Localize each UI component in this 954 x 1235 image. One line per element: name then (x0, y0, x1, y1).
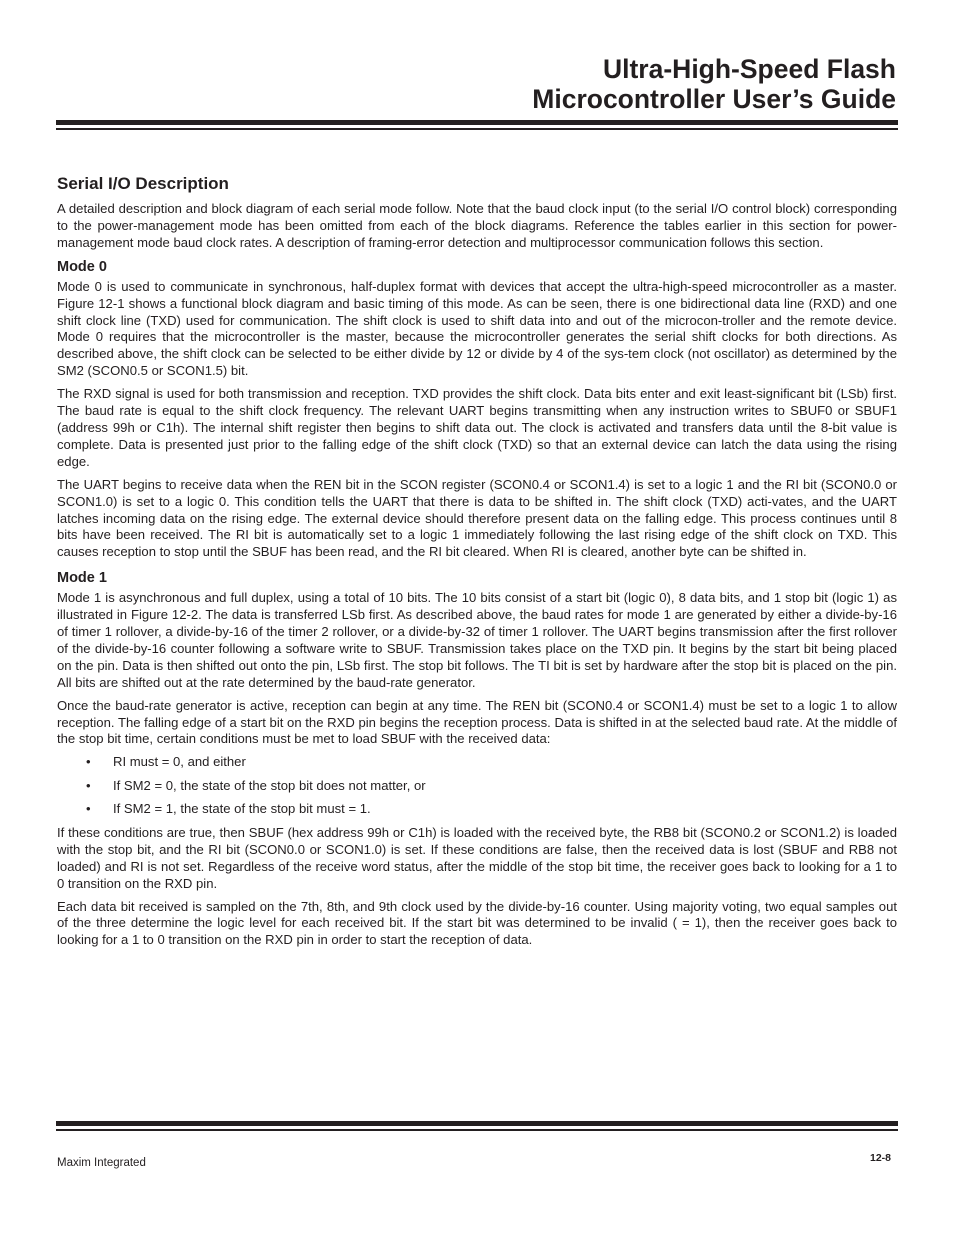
header-rule-thick (56, 120, 898, 125)
mode1-paragraph: If these conditions are true, then SBUF (hex address 99h or C1h) is loaded with the received byte, the RB8 bit (SCON0.2 or SCON1.2) is loaded with the stop bit, and the RI bit (SCON0.0 or SCON1.0) is set. If these conditions are false, then the received data is lost (SBUF and RB8 not loaded) and RI is not set. Regardless of the receive word status, after the middle of the stop bit time, the receiver goes back to looking for a 1 to 0 transition on the RXD pin. (57, 824, 897, 891)
mode1-paragraph: Once the baud-rate generator is active, reception can begin at any time. The REN bit (SCON0.4 or SCON1.4) must be set to a logic 1 to allow reception. The falling edge of a start bit on the RXD pin begins the reception process. Data is shifted in at the selected baud rate. At the middle of the stop bit time, certain conditions must be met to load SBUF with the received data: (57, 697, 897, 747)
conditions-list (57, 754, 897, 818)
title-line-2: Microcontroller User’s Guide (532, 84, 896, 114)
section-title: Serial I/O Description (57, 174, 229, 193)
list-item (57, 754, 897, 771)
mode1-heading: Mode 1 (57, 570, 107, 587)
footer-rule-thin (56, 1129, 898, 1131)
mode0-paragraph: The UART begins to receive data when the REN bit in the SCON register (SCON0.4 or SCON1.4) is set to a logic 1 and the RI bit (SCON0.0 or SCON1.0) is set to a logic 0. This condition tells the UART that there is data to be shifted in. The shift clock (TXD) acti-vates, and the UART latches incoming data on the rising edge. The external device should therefore present data on the falling edge. This process continues until 8 bits have been received. The RI bit is automatically set to a logic 1 immediately following the last rising edge of the shift clock on TXD. This causes reception to stop until the SBUF has been read, and the RI bit cleared. When RI is cleared, another byte can be shifted in. (57, 476, 897, 560)
mode0-paragraph: The RXD signal is used for both transmission and reception. TXD provides the shift clock. Data bits enter and exit least-significant bit (LSb) first. The baud rate is equal to the shift clock frequency. The relevant UART begins transmitting when any instruction writes to SBUF0 or SBUF1 (address 99h or C1h). The internal shift register then begins to shift data out. The clock is activated and transfers data until the 8-bit value is complete. Data is presented just prior to the falling edge of the shift clock (TXD) so that an external device can latch the data using the rising edge. (57, 386, 897, 469)
list-item-text: If SM2 = 0, the state of the stop bit does not matter, or (113, 777, 426, 793)
list-item-text: RI must = 0, and either (113, 754, 246, 770)
list-item-text: If SM2 = 1, the state of the stop bit must = 1. (113, 801, 371, 817)
mode1-paragraph: Each data bit received is sampled on the 7th, 8th, and 9th clock used by the divide-by-16 counter. Using majority voting, two equal samples out of the three determine the logic level for each received bit. If the start bit was determined to be invalid ( = 1), then the receiver goes back to looking for a 1 to 0 transition on the RXD pin in order to start the reception of data. (57, 898, 897, 948)
mode0-heading: Mode 0 (57, 258, 107, 275)
title-line-1: Ultra-High-Speed Flash (602, 54, 896, 84)
document-title (196, 54, 896, 114)
main-content (57, 173, 897, 955)
page-number: 12-8 (869, 1152, 891, 1164)
list-item (57, 778, 897, 795)
footer-company: Maxim Integrated (57, 1157, 146, 1169)
footer-rule-thick (56, 1121, 898, 1126)
header-rule-thin (56, 128, 898, 130)
bullet-icon: • (86, 754, 91, 770)
bullet-icon: • (86, 777, 91, 793)
bullet-icon: • (86, 801, 91, 817)
mode0-paragraph: Mode 0 is used to communicate in synchronous, half-duplex format with devices that accept the ultra-high-speed microcontroller as a master. Figure 12-1 shows a functional block diagram and basic timing of this mode. As can be seen, there is one bidirectional data line (RXD) and one shift clock line (TXD) used for communication. The shift clock is used to shift data into and out of the microcon-troller and the remote device. Mode 0 requires that the microcontroller is the master, because the microcontroller generates the serial shift clocks for both directions. As described above, the shift clock can be selected to be either divide by 12 or divide by 4 of the sys-tem clock (not oscillator) as determined by the SM2 (SCON0.5 or SCON1.5) bit. (57, 278, 897, 379)
mode1-paragraph: Mode 1 is asynchronous and full duplex, using a total of 10 bits. The 10 bits consist of a start bit (logic 0), 8 data bits, and 1 stop bit (logic 1) as illustrated in Figure 12-2. The data is transferred LSb first. As described above, the baud rates for mode 1 are generated by either a divide-by-16 of timer 1 rollover, a divide-by-16 of the timer 2 rollover, or a divide-by-32 of timer 1 rollover. The UART begins transmission after the first rollover of the divide-by-16 counter following a software write to SBUF. Transmission takes place on the TXD pin. It begins by the start bit being placed on the pin. Data is then shifted out onto the pin, LSb first. The stop bit follows. The TI bit is set by hardware after the stop bit is placed on the pin. All bits are shifted out at the rate determined by the baud-rate generator. (57, 590, 897, 690)
list-item (57, 801, 897, 818)
intro-paragraph: A detailed description and block diagram of each serial mode follow. Note that the baud clock input (to the serial I/O control block) corresponding to the power-management mode has been omitted from each of the block diagrams. Reference the tables earlier in this section for power-management mode baud clock rates. A description of framing-error detection and multiprocessor communication follows this section. (57, 201, 897, 250)
